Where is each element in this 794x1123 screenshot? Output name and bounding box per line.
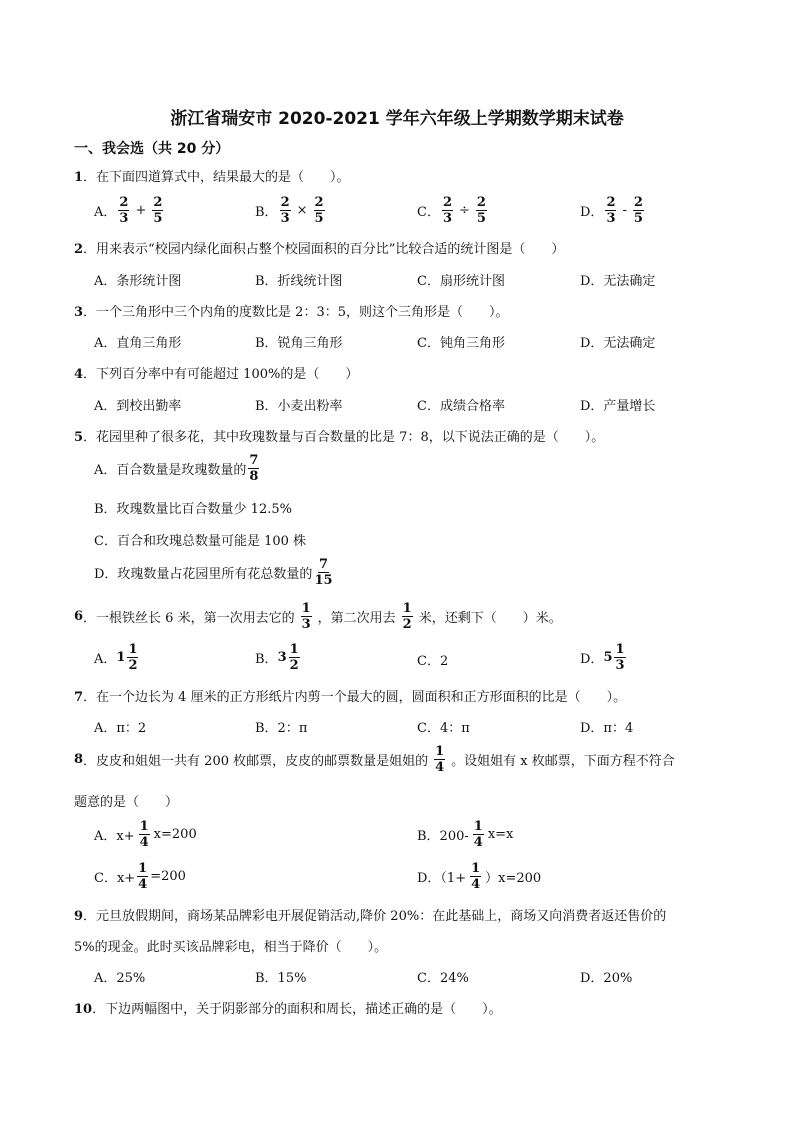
fraction: $\frac{1}{4}$ [138,861,148,892]
question-6 [74,602,562,631]
option-c[interactable]: C．2 [417,654,449,669]
option-d[interactable] [417,862,541,891]
question-number: 7 [74,690,84,705]
question-number: 3 [74,305,84,320]
question-5 [74,426,604,445]
fraction: $\frac{1}{4}$ [473,819,483,850]
option-c[interactable]: C．成绩合格率 [417,399,505,414]
option-d[interactable]: D．无法确定 [580,336,656,351]
option-b[interactable]: B．小麦出粉率 [255,399,343,414]
fraction: $\frac{2}{5}$ [476,195,486,226]
option-a[interactable]: A．直角三角形 [94,336,182,351]
question-number: 6 [74,609,84,624]
option-d[interactable]: D．产量增长 [580,399,656,414]
question-8-line-2: 题意的是（ ） [74,795,179,810]
question-text: ．用来表示“校园内绿化面积占整个校园面积的百分比”比较合适的统计图是（ ） [83,242,565,257]
option-text: x=200 [153,827,197,842]
option-d[interactable]: D．20% [580,971,633,986]
question-9 [74,905,666,924]
question-3 [74,301,509,320]
question-9-line-2: 5%的现金。此时买该品牌彩电，相当于降价（ ）。 [74,940,388,955]
option-label: A． [94,652,117,667]
option-a[interactable] [94,454,261,483]
question-text: 。设姐姐有 x 枚邮票，下面方程不符合 [451,754,675,769]
fraction: $\frac{1}{3}$ [301,601,311,632]
option-text: D．（1+ [417,871,467,886]
question-text: ，第二次用去 [317,611,396,626]
question-text: 米，还剩下（ ）米。 [418,611,562,626]
mixed-number: 1 $\frac{1}{2}$ [116,642,138,673]
option-a[interactable] [94,196,165,225]
option-label: C． [417,205,440,220]
option-b[interactable] [255,196,327,225]
fraction: $\frac{2}{3}$ [280,195,290,226]
question-number: 9 [74,909,84,924]
option-label: B． [255,652,278,667]
mixed-number: 3 $\frac{1}{2}$ [277,642,299,673]
question-1 [74,166,350,185]
question-4 [74,363,358,382]
option-b[interactable]: B．15% [255,971,307,986]
option-a[interactable] [94,820,197,849]
fraction: $\frac{2}{3}$ [606,195,616,226]
fraction: $\frac{2}{5}$ [633,195,643,226]
option-d[interactable] [580,196,646,225]
option-b[interactable]: B．玫瑰数量比百合数量少 12.5% [94,502,292,517]
question-10 [74,998,502,1017]
question-text: ．元旦放假期间，商场某品牌彩电开展促销活动,降价 20%：在此基础上，商场又向消费者返还售价的 [83,909,667,924]
operator: × [296,203,308,218]
mixed-number: 5 $\frac{1}{3}$ [603,642,625,673]
question-2 [74,238,564,257]
option-c[interactable]: C．4：π [417,721,470,736]
question-8 [74,745,675,774]
option-d[interactable]: D．无法确定 [580,274,656,289]
fraction: $\frac{7}{8}$ [249,453,259,484]
option-b[interactable] [417,820,513,849]
fraction: $\frac{2}{5}$ [153,195,163,226]
option-c[interactable]: C．24% [417,971,469,986]
option-c[interactable]: C．扇形统计图 [417,274,505,289]
question-number: 2 [74,242,84,257]
option-text: =200 [150,869,186,884]
option-c[interactable]: C．钝角三角形 [417,336,505,351]
question-7 [74,686,626,705]
question-number: 1 [74,170,84,185]
option-b[interactable] [255,643,302,672]
option-b[interactable]: B．2：π [255,721,308,736]
option-d[interactable] [94,558,335,587]
option-text: ）x=200 [485,871,542,886]
question-text: ．下列百分率中有可能超过 100%的是（ ） [83,367,359,382]
question-number: 10 [74,1002,93,1017]
fraction: $\frac{1}{4}$ [139,819,149,850]
question-text: ．在一个边长为 4 厘米的正方形纸片内剪一个最大的圆，圆面积和正方形面积的比是（ ）。 [83,690,627,705]
operator: ÷ [459,203,470,218]
option-label: B． [255,205,278,220]
option-d[interactable] [580,643,628,672]
fraction: $\frac{2}{3}$ [442,195,452,226]
option-text: A．x+ [94,829,135,844]
option-text: C．x+ [94,871,136,886]
option-b[interactable]: B．折线统计图 [255,274,343,289]
question-number: 8 [74,752,84,767]
option-text: A．百合数量是玫瑰数量的 [94,463,247,478]
fraction: $\frac{1}{2}$ [402,601,412,632]
question-text: ．在下面四道算式中，结果最大的是（ ）。 [83,170,350,185]
fraction: $\frac{2}{3}$ [119,195,129,226]
section-heading: 一、我会选（共 20 分） [74,141,230,157]
option-c[interactable] [94,862,186,891]
question-text: ．花园里种了很多花，其中玫瑰数量与百合数量的比是 7：8，以下说法正确的是（ ）。 [83,430,605,445]
operator: + [135,203,147,218]
option-d[interactable]: D．π：4 [580,721,634,736]
question-number: 4 [74,367,84,382]
option-a[interactable]: A．25% [94,971,146,986]
option-a[interactable] [94,643,140,672]
operator: - [622,203,627,218]
option-label: A． [94,205,117,220]
option-a[interactable]: A．到校出勤率 [94,399,182,414]
option-label: D． [580,652,604,667]
fraction: $\frac{1}{4}$ [471,861,481,892]
option-text: D．玫瑰数量占花园里所有花总数量的 [94,567,313,582]
option-c[interactable] [417,196,489,225]
option-c[interactable]: C．百合和玫瑰总数量可能是 100 株 [94,534,307,549]
option-label: D． [580,205,604,220]
question-text: ．一个三角形中三个内角的度数比是 2：3：5，则这个三角形是（ ）。 [83,305,509,320]
question-text: ．一根铁丝长 6 米，第一次用去它的 [83,611,295,626]
question-number: 5 [74,430,84,445]
question-text: ．皮皮和姐姐一共有 200 枚邮票，皮皮的邮票数量是姐姐的 [83,754,429,769]
page-title: 浙江省瑞安市 2020-2021 学年六年级上学期数学期末试卷 [170,109,624,129]
option-b[interactable]: B．锐角三角形 [255,336,343,351]
option-a[interactable]: A．π：2 [94,721,147,736]
fraction: $\frac{2}{5}$ [314,195,324,226]
option-text: B．200- [417,829,469,844]
fraction: $\frac{7}{15}$ [314,557,333,588]
fraction: $\frac{1}{4}$ [435,744,445,775]
option-a[interactable]: A．条形统计图 [94,274,182,289]
question-text: ．下边两幅图中，关于阴影部分的面积和周长，描述正确的是（ ）。 [92,1002,502,1017]
option-text: x=x [487,827,514,842]
